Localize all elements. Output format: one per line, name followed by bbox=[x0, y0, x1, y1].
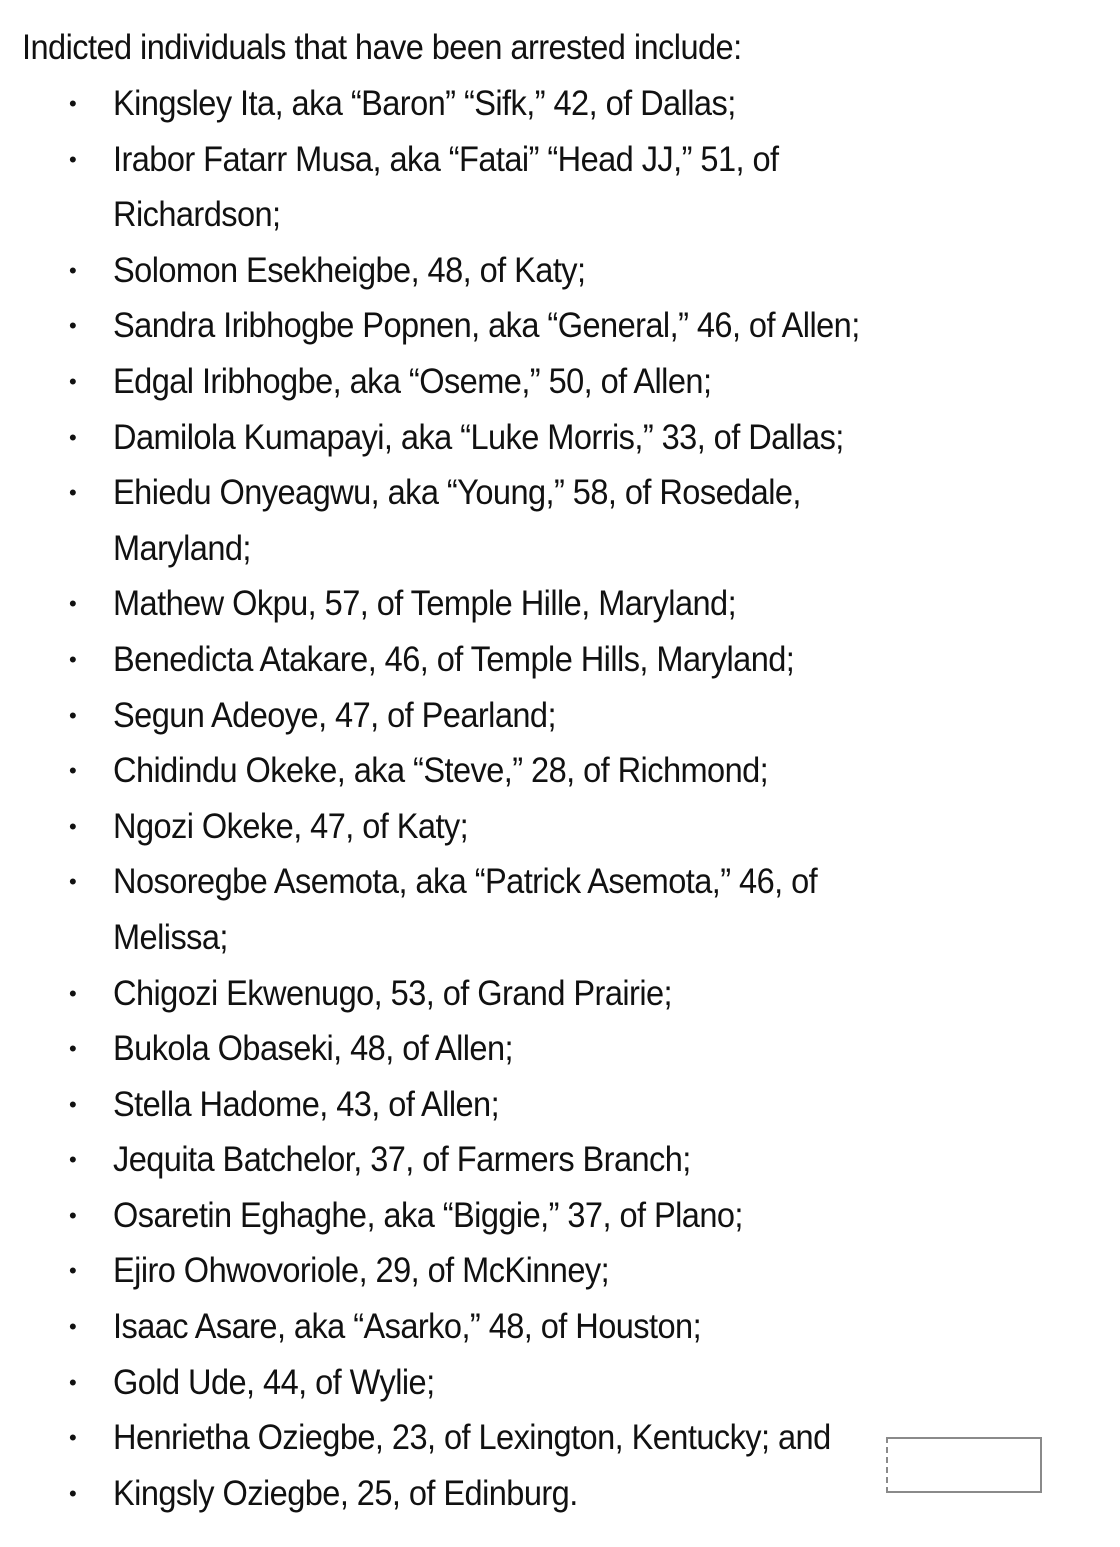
list-item-text: Isaac Asare, aka “Asarko,” 48, of Houston; bbox=[113, 1307, 702, 1347]
selection-box-artifact bbox=[886, 1437, 1042, 1493]
bullet-icon: • bbox=[69, 1369, 77, 1395]
list-item-text: Nosoregbe Asemota, aka “Patrick Asemota,” 46, of bbox=[113, 862, 818, 902]
bullet-icon: • bbox=[69, 813, 77, 839]
list-item bbox=[0, 854, 1120, 965]
list-item bbox=[0, 465, 1120, 576]
list-item-text: Sandra Iribhogbe Popnen, aka “General,” 46, of Allen; bbox=[113, 306, 860, 346]
list-item bbox=[0, 1299, 1120, 1355]
list-item-text-continued: Richardson; bbox=[113, 195, 281, 235]
list-item-text: Bukola Obaseki, 48, of Allen; bbox=[113, 1029, 514, 1069]
list-item-text: Jequita Batchelor, 37, of Farmers Branch; bbox=[113, 1140, 691, 1180]
list-item bbox=[0, 966, 1120, 1022]
bullet-icon: • bbox=[69, 1147, 77, 1173]
bullet-icon: • bbox=[69, 91, 77, 116]
bullet-icon: • bbox=[69, 980, 77, 1006]
list-item-text: Segun Adeoye, 47, of Pearland; bbox=[113, 695, 556, 735]
list-item-text: Kingsly Oziegbe, 25, of Edinburg. bbox=[113, 1473, 578, 1513]
list-item-text: Edgal Iribhogbe, aka “Oseme,” 50, of Allen; bbox=[113, 361, 712, 401]
bullet-icon: • bbox=[69, 424, 77, 450]
bullet-icon: • bbox=[69, 869, 77, 895]
bullet-icon: • bbox=[69, 591, 77, 617]
bullet-icon: • bbox=[69, 1258, 77, 1284]
list-item bbox=[0, 1021, 1120, 1077]
bullet-icon: • bbox=[69, 1314, 77, 1340]
list-item-text: Damilola Kumapayi, aka “Luke Morris,” 33, of Dallas; bbox=[113, 417, 844, 457]
list-item-text: Irabor Fatarr Musa, aka “Fatai” “Head JJ,” 51, of bbox=[113, 139, 779, 179]
bullet-icon: • bbox=[69, 646, 77, 672]
list-item bbox=[0, 632, 1120, 688]
bullet-icon: • bbox=[69, 257, 77, 283]
arrested-individuals-list bbox=[0, 76, 1120, 1521]
list-item bbox=[0, 1077, 1120, 1133]
list-item bbox=[0, 1132, 1120, 1188]
list-item bbox=[0, 1355, 1120, 1411]
list-item-text-continued: Maryland; bbox=[113, 528, 251, 568]
list-heading: Indicted individuals that have been arrested include: bbox=[22, 28, 742, 67]
bullet-icon: • bbox=[69, 1202, 77, 1228]
list-item-text: Osaretin Eghaghe, aka “Biggie,” 37, of Plano; bbox=[113, 1195, 743, 1235]
list-item bbox=[0, 576, 1120, 632]
list-item-text: Solomon Esekheigbe, 48, of Katy; bbox=[113, 250, 586, 290]
list-item-text: Gold Ude, 44, of Wylie; bbox=[113, 1362, 435, 1402]
list-item bbox=[0, 76, 1120, 132]
list-item-text: Mathew Okpu, 57, of Temple Hille, Maryland; bbox=[113, 584, 737, 624]
list-item bbox=[0, 410, 1120, 466]
list-item bbox=[0, 354, 1120, 410]
list-item-text: Benedicta Atakare, 46, of Temple Hills, Maryland; bbox=[113, 639, 795, 679]
bullet-icon: • bbox=[69, 1425, 77, 1451]
bullet-icon: • bbox=[69, 1480, 77, 1506]
list-item-text: Chigozi Ekwenugo, 53, of Grand Prairie; bbox=[113, 973, 673, 1013]
bullet-icon: • bbox=[69, 146, 77, 172]
list-item-text: Stella Hadome, 43, of Allen; bbox=[113, 1084, 500, 1124]
list-item-text: Kingsley Ita, aka “Baron” “Sifk,” 42, of Dallas; bbox=[113, 84, 736, 123]
list-item bbox=[0, 799, 1120, 855]
list-item-text: Ngozi Okeke, 47, of Katy; bbox=[113, 806, 469, 846]
list-item bbox=[0, 132, 1120, 243]
list-item bbox=[0, 1243, 1120, 1299]
list-item-text: Ehiedu Onyeagwu, aka “Young,” 58, of Rosedale, bbox=[113, 473, 801, 513]
list-item bbox=[0, 743, 1120, 799]
list-item bbox=[0, 688, 1120, 744]
list-item-text: Ejiro Ohwovoriole, 29, of McKinney; bbox=[113, 1251, 610, 1291]
bullet-icon: • bbox=[69, 1091, 77, 1117]
list-item bbox=[0, 298, 1120, 354]
bullet-icon: • bbox=[69, 368, 77, 394]
list-item bbox=[0, 243, 1120, 299]
bullet-icon: • bbox=[69, 758, 77, 784]
bullet-icon: • bbox=[69, 480, 77, 506]
list-item-text: Henrietha Oziegbe, 23, of Lexington, Kentucky; and bbox=[113, 1418, 831, 1458]
bullet-icon: • bbox=[69, 702, 77, 728]
list-item-text-continued: Melissa; bbox=[113, 917, 228, 957]
bullet-icon: • bbox=[69, 313, 77, 339]
bullet-icon: • bbox=[69, 1036, 77, 1062]
list-item bbox=[0, 1188, 1120, 1244]
list-item-text: Chidindu Okeke, aka “Steve,” 28, of Richmond; bbox=[113, 751, 769, 791]
